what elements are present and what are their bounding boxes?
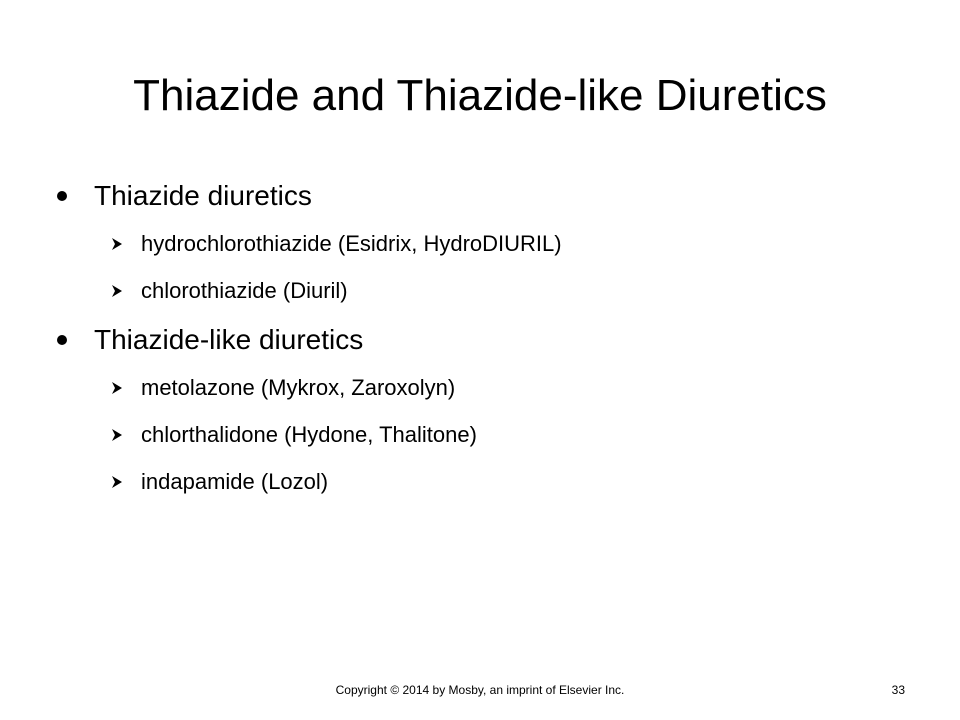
- arrowhead-bullet-icon: [110, 381, 124, 395]
- footer-copyright: Copyright © 2014 by Mosby, an imprint of Elsevier Inc.: [335, 683, 625, 697]
- section-heading: Thiazide-like diuretics: [94, 324, 364, 355]
- list-item-text: indapamide (Lozol): [141, 469, 329, 494]
- list-item: [94, 458, 935, 505]
- sub-bullet-list: [94, 220, 935, 314]
- list-item-text: chlorothiazide (Diuril): [141, 278, 348, 303]
- slide-title: Thiazide and Thiazide-like Diuretics: [133, 71, 827, 120]
- section-thiazide-diuretics: [55, 172, 935, 314]
- arrowhead-bullet-icon: [110, 284, 124, 298]
- arrowhead-bullet-icon: [110, 475, 124, 489]
- list-item: [94, 411, 935, 458]
- list-item: [94, 220, 935, 267]
- section-thiazide-like-diuretics: [55, 316, 935, 505]
- arrowhead-bullet-icon: [110, 237, 124, 251]
- list-item-text: hydrochlorothiazide (Esidrix, HydroDIURIL): [141, 231, 562, 256]
- bullet-dot-icon: [57, 335, 67, 345]
- list-item: [94, 364, 935, 411]
- list-item: [94, 267, 935, 314]
- list-item-text: chlorthalidone (Hydone, Thalitone): [141, 422, 477, 447]
- page-number: 33: [891, 683, 905, 697]
- bullet-dot-icon: [57, 191, 67, 201]
- section-heading: Thiazide diuretics: [94, 180, 312, 211]
- sub-bullet-list: [94, 364, 935, 505]
- arrowhead-bullet-icon: [110, 428, 124, 442]
- bullet-list: [55, 172, 935, 505]
- list-item-text: metolazone (Mykrox, Zaroxolyn): [141, 375, 456, 400]
